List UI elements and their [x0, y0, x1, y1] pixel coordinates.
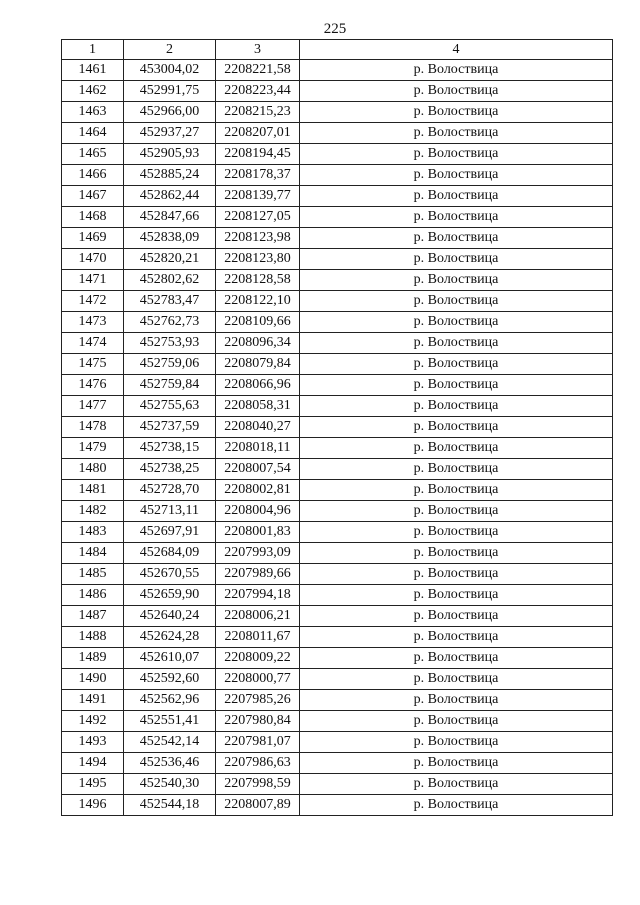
- description-cell: р. Волоствица: [300, 291, 613, 312]
- table-row: [62, 543, 613, 564]
- column-header-1: 1: [62, 40, 124, 60]
- x-coordinate-cell: 452592,60: [124, 669, 216, 690]
- y-coordinate-cell: 2208000,77: [216, 669, 300, 690]
- description-cell: р. Волоствица: [300, 711, 613, 732]
- column-header-2: 2: [124, 40, 216, 60]
- x-coordinate-cell: 452540,30: [124, 774, 216, 795]
- x-coordinate-cell: 452762,73: [124, 312, 216, 333]
- x-coordinate-cell: 452820,21: [124, 249, 216, 270]
- y-coordinate-cell: 2208006,21: [216, 606, 300, 627]
- y-coordinate-cell: 2208207,01: [216, 123, 300, 144]
- table-row: [62, 564, 613, 585]
- x-coordinate-cell: 452738,15: [124, 438, 216, 459]
- description-cell: р. Волоствица: [300, 102, 613, 123]
- point-number-cell: 1484: [62, 543, 124, 564]
- y-coordinate-cell: 2207981,07: [216, 732, 300, 753]
- description-cell: р. Волоствица: [300, 669, 613, 690]
- point-number-cell: 1467: [62, 186, 124, 207]
- table-row: [62, 270, 613, 291]
- point-number-cell: 1493: [62, 732, 124, 753]
- table-row: [62, 186, 613, 207]
- y-coordinate-cell: 2208123,80: [216, 249, 300, 270]
- x-coordinate-cell: 452759,84: [124, 375, 216, 396]
- y-coordinate-cell: 2208002,81: [216, 480, 300, 501]
- page-number: 225: [323, 21, 347, 37]
- y-coordinate-cell: 2207998,59: [216, 774, 300, 795]
- point-number-cell: 1496: [62, 795, 124, 816]
- description-cell: р. Волоствица: [300, 186, 613, 207]
- y-coordinate-cell: 2208223,44: [216, 81, 300, 102]
- y-coordinate-cell: 2208058,31: [216, 396, 300, 417]
- point-number-cell: 1489: [62, 648, 124, 669]
- y-coordinate-cell: 2208007,89: [216, 795, 300, 816]
- table-row: [62, 165, 613, 186]
- y-coordinate-cell: 2207989,66: [216, 564, 300, 585]
- y-coordinate-cell: 2208109,66: [216, 312, 300, 333]
- point-number-cell: 1465: [62, 144, 124, 165]
- table-row: [62, 795, 613, 816]
- y-coordinate-cell: 2207980,84: [216, 711, 300, 732]
- y-coordinate-cell: 2208040,27: [216, 417, 300, 438]
- table-row: [62, 522, 613, 543]
- point-number-cell: 1481: [62, 480, 124, 501]
- point-number-cell: 1473: [62, 312, 124, 333]
- y-coordinate-cell: 2208007,54: [216, 459, 300, 480]
- description-cell: р. Волоствица: [300, 333, 613, 354]
- table-row: [62, 291, 613, 312]
- table-row: [62, 459, 613, 480]
- point-number-cell: 1468: [62, 207, 124, 228]
- x-coordinate-cell: 452659,90: [124, 585, 216, 606]
- y-coordinate-cell: 2208194,45: [216, 144, 300, 165]
- description-cell: р. Волоствица: [300, 375, 613, 396]
- x-coordinate-cell: 452783,47: [124, 291, 216, 312]
- x-coordinate-cell: 452624,28: [124, 627, 216, 648]
- x-coordinate-cell: 452640,24: [124, 606, 216, 627]
- x-coordinate-cell: 452905,93: [124, 144, 216, 165]
- description-cell: р. Волоствица: [300, 81, 613, 102]
- table-row: [62, 774, 613, 795]
- point-number-cell: 1462: [62, 81, 124, 102]
- point-number-cell: 1486: [62, 585, 124, 606]
- table-row: [62, 333, 613, 354]
- point-number-cell: 1471: [62, 270, 124, 291]
- point-number-cell: 1495: [62, 774, 124, 795]
- point-number-cell: 1483: [62, 522, 124, 543]
- x-coordinate-cell: 452753,93: [124, 333, 216, 354]
- table-row: [62, 249, 613, 270]
- x-coordinate-cell: 452838,09: [124, 228, 216, 249]
- x-coordinate-cell: 453004,02: [124, 60, 216, 81]
- table-row: [62, 711, 613, 732]
- point-number-cell: 1485: [62, 564, 124, 585]
- table-row: [62, 732, 613, 753]
- table-row: [62, 228, 613, 249]
- x-coordinate-cell: 452542,14: [124, 732, 216, 753]
- x-coordinate-cell: 452713,11: [124, 501, 216, 522]
- x-coordinate-cell: 452862,44: [124, 186, 216, 207]
- description-cell: р. Волоствица: [300, 207, 613, 228]
- table-row: [62, 81, 613, 102]
- description-cell: р. Волоствица: [300, 732, 613, 753]
- description-cell: р. Волоствица: [300, 438, 613, 459]
- description-cell: р. Волоствица: [300, 270, 613, 291]
- y-coordinate-cell: 2208004,96: [216, 501, 300, 522]
- table-body: [62, 60, 613, 816]
- table-row: [62, 585, 613, 606]
- y-coordinate-cell: 2208139,77: [216, 186, 300, 207]
- description-cell: р. Волоствица: [300, 648, 613, 669]
- x-coordinate-cell: 452802,62: [124, 270, 216, 291]
- point-number-cell: 1477: [62, 396, 124, 417]
- y-coordinate-cell: 2207986,63: [216, 753, 300, 774]
- description-cell: р. Волоствица: [300, 774, 613, 795]
- column-header-3: 3: [216, 40, 300, 60]
- x-coordinate-cell: 452544,18: [124, 795, 216, 816]
- table-row: [62, 753, 613, 774]
- y-coordinate-cell: 2208127,05: [216, 207, 300, 228]
- x-coordinate-cell: 452536,46: [124, 753, 216, 774]
- table-row: [62, 627, 613, 648]
- y-coordinate-cell: 2208128,58: [216, 270, 300, 291]
- point-number-cell: 1474: [62, 333, 124, 354]
- point-number-cell: 1479: [62, 438, 124, 459]
- point-number-cell: 1488: [62, 627, 124, 648]
- description-cell: р. Волоствица: [300, 396, 613, 417]
- y-coordinate-cell: 2208001,83: [216, 522, 300, 543]
- point-number-cell: 1475: [62, 354, 124, 375]
- y-coordinate-cell: 2208011,67: [216, 627, 300, 648]
- point-number-cell: 1466: [62, 165, 124, 186]
- table-row: [62, 669, 613, 690]
- table-row: [62, 207, 613, 228]
- point-number-cell: 1487: [62, 606, 124, 627]
- description-cell: р. Волоствица: [300, 60, 613, 81]
- description-cell: р. Волоствица: [300, 522, 613, 543]
- y-coordinate-cell: 2207993,09: [216, 543, 300, 564]
- table-row: [62, 438, 613, 459]
- point-number-cell: 1494: [62, 753, 124, 774]
- description-cell: р. Волоствица: [300, 228, 613, 249]
- y-coordinate-cell: 2208221,58: [216, 60, 300, 81]
- description-cell: р. Волоствица: [300, 690, 613, 711]
- header-row: [62, 40, 613, 60]
- point-number-cell: 1472: [62, 291, 124, 312]
- description-cell: р. Волоствица: [300, 165, 613, 186]
- table-row: [62, 102, 613, 123]
- x-coordinate-cell: 452684,09: [124, 543, 216, 564]
- x-coordinate-cell: 452991,75: [124, 81, 216, 102]
- table-row: [62, 417, 613, 438]
- y-coordinate-cell: 2207985,26: [216, 690, 300, 711]
- point-number-cell: 1470: [62, 249, 124, 270]
- point-number-cell: 1480: [62, 459, 124, 480]
- table-row: [62, 501, 613, 522]
- column-header-4: 4: [300, 40, 613, 60]
- description-cell: р. Волоствица: [300, 249, 613, 270]
- x-coordinate-cell: 452885,24: [124, 165, 216, 186]
- point-number-cell: 1492: [62, 711, 124, 732]
- description-cell: р. Волоствица: [300, 312, 613, 333]
- description-cell: р. Волоствица: [300, 564, 613, 585]
- x-coordinate-cell: 452759,06: [124, 354, 216, 375]
- table-header: [62, 40, 613, 60]
- x-coordinate-cell: 452670,55: [124, 564, 216, 585]
- x-coordinate-cell: 452551,41: [124, 711, 216, 732]
- y-coordinate-cell: 2208122,10: [216, 291, 300, 312]
- table-row: [62, 354, 613, 375]
- description-cell: р. Волоствица: [300, 606, 613, 627]
- x-coordinate-cell: 452847,66: [124, 207, 216, 228]
- table-row: [62, 648, 613, 669]
- coordinates-table: [61, 39, 613, 816]
- point-number-cell: 1476: [62, 375, 124, 396]
- x-coordinate-cell: 452755,63: [124, 396, 216, 417]
- x-coordinate-cell: 452697,91: [124, 522, 216, 543]
- y-coordinate-cell: 2208215,23: [216, 102, 300, 123]
- table-row: [62, 480, 613, 501]
- y-coordinate-cell: 2208123,98: [216, 228, 300, 249]
- table-row: [62, 690, 613, 711]
- table-row: [62, 60, 613, 81]
- x-coordinate-cell: 452966,00: [124, 102, 216, 123]
- y-coordinate-cell: 2208096,34: [216, 333, 300, 354]
- y-coordinate-cell: 2208009,22: [216, 648, 300, 669]
- table-row: [62, 606, 613, 627]
- description-cell: р. Волоствица: [300, 417, 613, 438]
- description-cell: р. Волоствица: [300, 795, 613, 816]
- description-cell: р. Волоствица: [300, 543, 613, 564]
- x-coordinate-cell: 452610,07: [124, 648, 216, 669]
- point-number-cell: 1490: [62, 669, 124, 690]
- x-coordinate-cell: 452738,25: [124, 459, 216, 480]
- y-coordinate-cell: 2208018,11: [216, 438, 300, 459]
- point-number-cell: 1478: [62, 417, 124, 438]
- y-coordinate-cell: 2208079,84: [216, 354, 300, 375]
- y-coordinate-cell: 2207994,18: [216, 585, 300, 606]
- y-coordinate-cell: 2208178,37: [216, 165, 300, 186]
- description-cell: р. Волоствица: [300, 585, 613, 606]
- table-row: [62, 312, 613, 333]
- x-coordinate-cell: 452937,27: [124, 123, 216, 144]
- point-number-cell: 1463: [62, 102, 124, 123]
- point-number-cell: 1461: [62, 60, 124, 81]
- description-cell: р. Волоствица: [300, 144, 613, 165]
- point-number-cell: 1482: [62, 501, 124, 522]
- description-cell: р. Волоствица: [300, 459, 613, 480]
- table-row: [62, 123, 613, 144]
- description-cell: р. Волоствица: [300, 480, 613, 501]
- x-coordinate-cell: 452562,96: [124, 690, 216, 711]
- description-cell: р. Волоствица: [300, 123, 613, 144]
- y-coordinate-cell: 2208066,96: [216, 375, 300, 396]
- description-cell: р. Волоствица: [300, 501, 613, 522]
- table-row: [62, 375, 613, 396]
- description-cell: р. Волоствица: [300, 354, 613, 375]
- description-cell: р. Волоствица: [300, 627, 613, 648]
- point-number-cell: 1469: [62, 228, 124, 249]
- point-number-cell: 1491: [62, 690, 124, 711]
- table-row: [62, 396, 613, 417]
- x-coordinate-cell: 452728,70: [124, 480, 216, 501]
- description-cell: р. Волоствица: [300, 753, 613, 774]
- table-row: [62, 144, 613, 165]
- point-number-cell: 1464: [62, 123, 124, 144]
- x-coordinate-cell: 452737,59: [124, 417, 216, 438]
